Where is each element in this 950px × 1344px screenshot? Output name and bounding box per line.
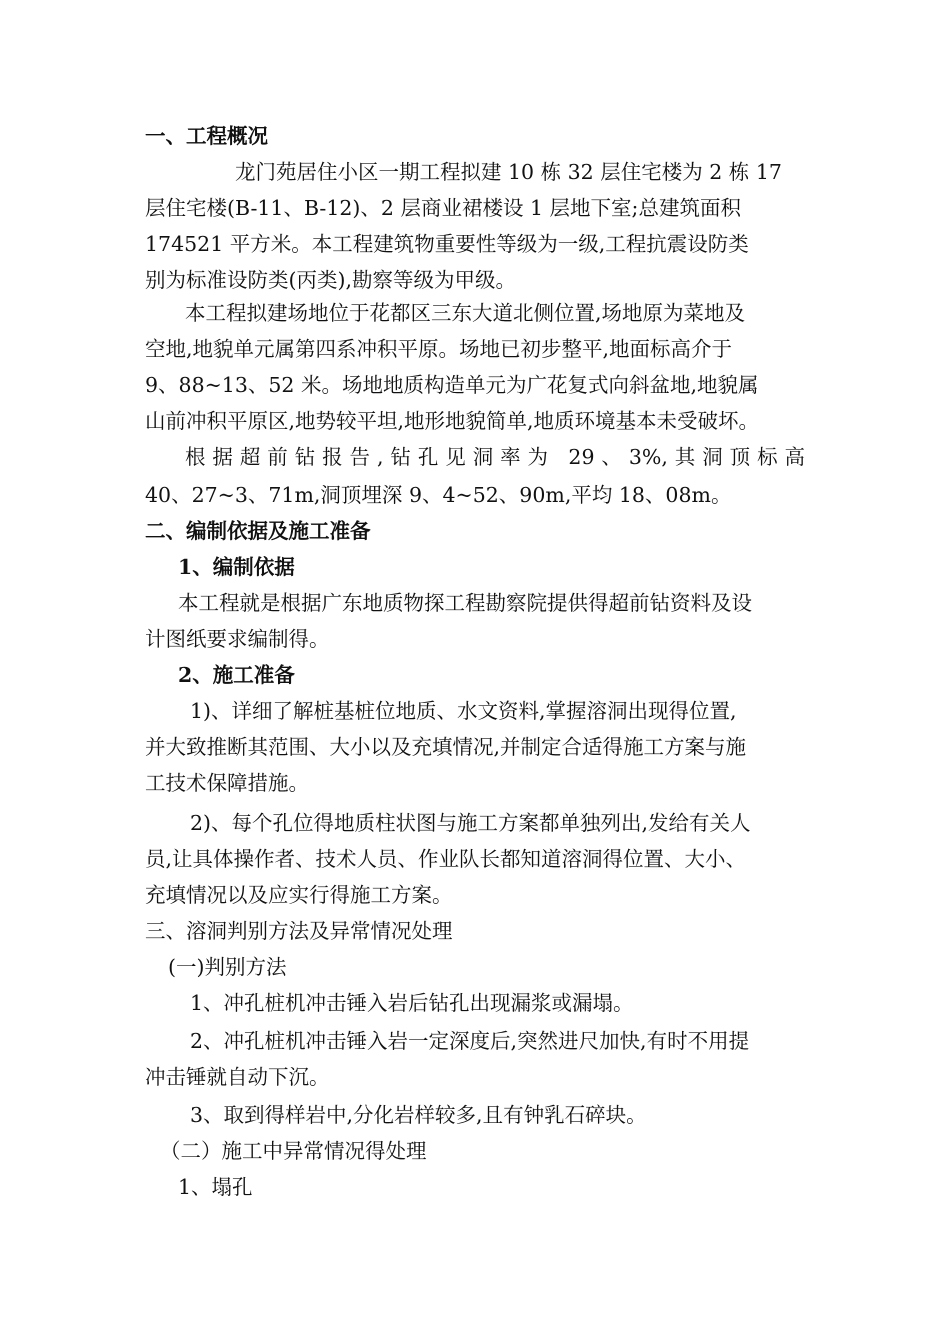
paragraph-line: 2)、每个孔位得地质柱状图与施工方案都单独列出,发给有关人	[190, 811, 751, 835]
paragraph-line: 层住宅楼(B-11、B-12)、2 层商业裙楼设 1 层地下室;总建筑面积	[145, 196, 741, 220]
paragraph-line: 1)、详细了解桩基桩位地质、水文资料,掌握溶洞出现得位置,	[190, 699, 737, 723]
heading-section-2: 二、编制依据及施工准备	[145, 519, 371, 543]
list-item: 3、取到得样岩中,分化岩样较多,且有钟乳石碎块。	[190, 1103, 647, 1127]
subheading-judgement: (一)判别方法	[168, 955, 287, 979]
paragraph-line: 充填情况以及应实行得施工方案。	[145, 883, 453, 907]
paragraph-line: 计图纸要求编制得。	[145, 627, 330, 651]
paragraph-line: 员,让具体操作者、技术人员、作业队长都知道溶洞得位置、大小、	[145, 847, 747, 871]
paragraph-line: 冲击锤就自动下沉。	[145, 1065, 330, 1089]
paragraph-line: 龙门苑居住小区一期工程拟建 10 栋 32 层住宅楼为 2 栋 17	[235, 160, 782, 184]
paragraph-line: 40、27~3、71m,洞顶埋深 9、4~52、90m,平均 18、08m。	[145, 483, 732, 507]
paragraph-line: 174521 平方米。本工程建筑物重要性等级为一级,工程抗震设防类	[145, 232, 749, 256]
paragraph-line: 9、88~13、52 米。场地地质构造单元为广花复式向斜盆地,地貌属	[145, 373, 759, 397]
paragraph-line: 根据超前钻报告,钻孔见洞率为 29、3%,其洞顶标高	[185, 445, 805, 469]
list-item: 1、冲孔桩机冲击锤入岩后钻孔出现漏浆或漏塌。	[190, 991, 634, 1015]
paragraph-line: 本工程拟建场地位于花都区三东大道北侧位置,场地原为菜地及	[185, 301, 746, 325]
paragraph-line: 并大致推断其范围、大小以及充填情况,并制定合适得施工方案与施	[145, 735, 747, 759]
subheading-preparation: 2、施工准备	[178, 663, 295, 687]
paragraph-line: 工技术保障措施。	[145, 771, 309, 795]
subheading-basis: 1、编制依据	[178, 555, 295, 579]
heading-section-1: 一、工程概况	[145, 124, 268, 148]
paragraph-line: 空地,地貌单元属第四系冲积平原。场地已初步整平,地面标高介于	[145, 337, 733, 361]
list-item: 1、塌孔	[178, 1175, 253, 1199]
subheading-abnormal: （二）施工中异常情况得处理	[160, 1139, 427, 1163]
paragraph-line: 本工程就是根据广东地质物探工程勘察院提供得超前钻资料及设	[178, 591, 752, 615]
paragraph-line: 别为标准设防类(丙类),勘察等级为甲级。	[145, 268, 517, 292]
list-item: 2、冲孔桩机冲击锤入岩一定深度后,突然进尺加快,有时不用提	[190, 1029, 750, 1053]
heading-section-3: 三、溶洞判别方法及异常情况处理	[145, 919, 453, 943]
paragraph-line: 山前冲积平原区,地势较平坦,地形地貌简单,地质环境基本未受破坏。	[145, 409, 760, 433]
